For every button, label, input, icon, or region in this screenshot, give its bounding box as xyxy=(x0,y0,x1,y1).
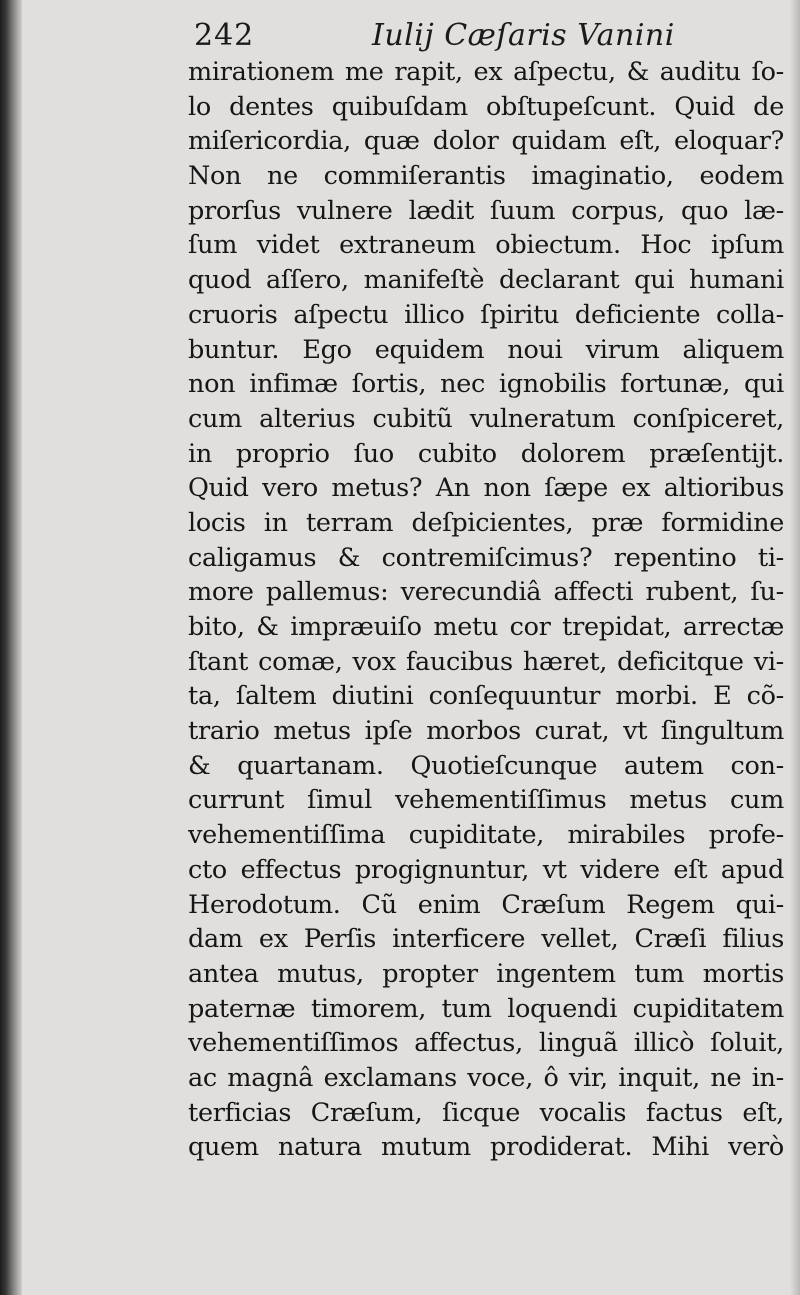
text-line: locis in terram deſpicientes, præ formidine xyxy=(188,507,784,538)
body-text xyxy=(188,55,784,1165)
text-line: currunt ſimul vehementiſſimus metus cum xyxy=(188,785,784,816)
page-number: 242 xyxy=(194,18,255,53)
text-line: antea mutus, propter ingentem tum mortis xyxy=(188,958,784,989)
text-line: ta, ſaltem diutini conſequuntur morbi. E cõ- xyxy=(188,681,784,712)
text-line: more pallemus: verecundiâ affecti rubent, ſu- xyxy=(188,577,784,608)
text-line: cto effectus progignuntur, vt videre eſt apud xyxy=(188,854,784,885)
text-line: vehementiſſima cupiditate, mirabiles profe- xyxy=(188,820,784,851)
page-edge xyxy=(790,0,800,1295)
text-line: lo dentes quibuſdam obſtupeſcunt. Quid de xyxy=(188,91,784,122)
text-line: ſtant comæ, vox faucibus hæret, deficitque vi- xyxy=(188,646,784,677)
page-header xyxy=(194,10,784,60)
text-line: Herodotum. Cũ enim Cræſum Regem qui- xyxy=(188,889,784,920)
text-line: terficias Cræſum, ſicque vocalis factus eſt, xyxy=(188,1097,784,1128)
text-line: trario metus ipſe morbos curat, vt ſingultum xyxy=(188,716,784,747)
text-line: buntur. Ego equidem noui virum aliquem xyxy=(188,334,784,365)
text-line: Non ne commiſerantis imaginatio, eodem xyxy=(188,161,784,192)
text-line: Quid vero metus? An non ſæpe ex altioribus xyxy=(188,473,784,504)
text-line: cum alterius cubitũ vulneratum conſpiceret, xyxy=(188,403,784,434)
text-line: quem natura mutum prodiderat. Mihi verò xyxy=(188,1132,784,1163)
text-line: paternæ timorem, tum loquendi cupiditatem xyxy=(188,993,784,1024)
binding-edge xyxy=(0,0,22,1295)
text-line: mirationem me rapit, ex aſpectu, & auditu ſo- xyxy=(188,57,784,87)
text-line: miſericordia, quæ dolor quidam eſt, eloquar? xyxy=(188,126,784,157)
text-line: dam ex Perſis interficere vellet, Cræſi filius xyxy=(188,924,784,955)
running-title: Iulij Cæſaris Vanini xyxy=(372,18,675,53)
text-line: quod aſſero, manifeſtè declarant qui humani xyxy=(188,265,784,296)
text-line: cruoris aſpectu illico ſpiritu deficiente colla- xyxy=(188,299,784,330)
text-line: bito, & impræuiſo metu cor trepidat, arrectæ xyxy=(188,612,784,642)
text-line: in proprio ſuo cubito dolorem præſentijt. xyxy=(188,438,784,469)
text-line: non infimæ ſortis, nec ignobilis fortunæ, qui xyxy=(188,369,784,400)
text-line: & quartanam. Quotieſcunque autem con- xyxy=(188,750,784,781)
text-line: caligamus & contremiſcimus? repentino ti- xyxy=(188,542,784,573)
text-line: prorſus vulnere lædit ſuum corpus, quo læ- xyxy=(188,195,784,226)
text-line: ſum videt extraneum obiectum. Hoc ipſum xyxy=(188,230,784,261)
text-line: ac magnâ exclamans voce, ô vir, inquit, ne in- xyxy=(188,1062,784,1093)
text-line: vehementiſſimos affectus, linguã illicò ſoluit, xyxy=(188,1028,784,1059)
